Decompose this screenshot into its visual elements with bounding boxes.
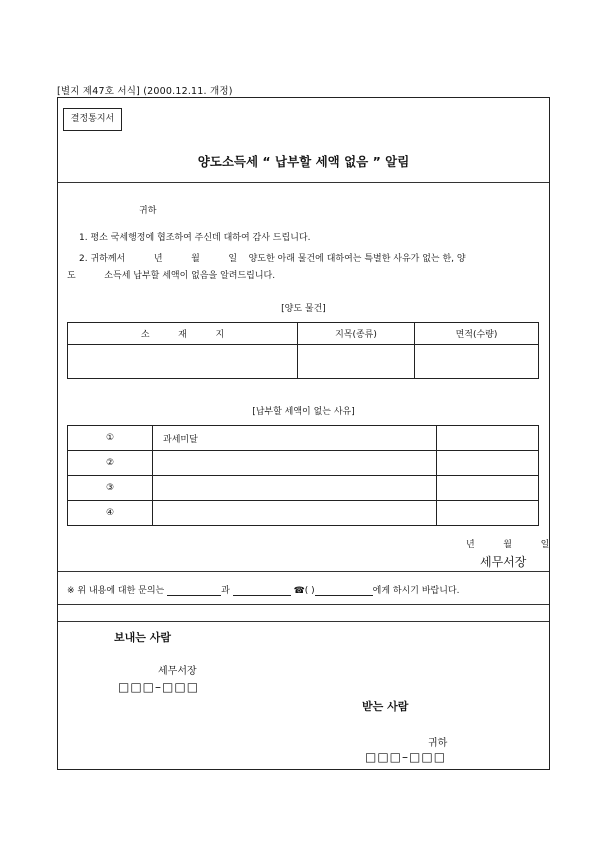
reason-note-cell[interactable] [437,451,539,476]
reason-row [68,501,539,526]
reasons-table [67,425,539,526]
divider-inquiry-bottom [58,604,549,605]
reason-text: 과세미달 [153,426,437,451]
sender-label: 보내는 사람 [114,631,171,644]
reason-note-cell[interactable] [437,476,539,501]
receiver-suffix: 귀하 [428,738,448,749]
divider-inquiry-top [58,571,549,572]
divider-address [58,621,549,622]
land-category-cell[interactable] [298,345,415,379]
reason-row [68,476,539,501]
receiver-postal-code[interactable]: □□□–□□□ [365,750,447,764]
property-table [67,322,539,379]
area-cell[interactable] [415,345,539,379]
inquiry-prefix: ※ 위 내용에 대한 문의는 [67,586,165,596]
form-header: [별지 제47호 서식] (2000.12.11. 개정) [57,86,233,97]
reason-note-cell[interactable] [437,426,539,451]
divider-title [58,182,549,183]
reason-text[interactable] [153,501,437,526]
recipient-suffix: 귀하 [139,206,157,216]
paragraph-2-line-2: 도 소득세 납부할 세액이 없음을 알려드립니다. [67,271,276,281]
reason-text[interactable] [153,476,437,501]
decision-notice-stamp: 결정통지서 [63,108,122,131]
column-area: 면적(수량) [415,323,539,345]
reason-number: ① [68,426,153,451]
reason-row [68,426,539,451]
column-location: 소 재 지 [68,323,298,345]
reason-text[interactable] [153,451,437,476]
column-land-category: 지목(종류) [298,323,415,345]
sender-postal-code[interactable]: □□□–□□□ [118,680,200,694]
phone-label: ☎( ) [293,586,315,596]
reason-row [68,451,539,476]
property-heading: [양도 물건] [281,304,326,314]
property-entry-row [68,345,539,379]
reason-note-cell[interactable] [437,501,539,526]
location-cell[interactable] [68,345,298,379]
inquiry-line [67,583,460,596]
document-title: 양도소득세 “ 납부할 세액 없음 ” 알림 [197,154,410,169]
tax-office-head: 세무서장 [480,555,527,569]
reasons-heading: [납부할 세액이 없는 사유] [252,407,355,417]
inquiry-suffix: 에게 하시기 바랍니다. [372,586,460,596]
reason-number: ④ [68,501,153,526]
department-blank[interactable] [167,585,221,596]
sender-name: 세무서장 [158,666,197,677]
reason-number: ③ [68,476,153,501]
paragraph-1: 1. 평소 국세행정에 협조하여 주신데 대하여 감사 드립니다. [79,233,311,243]
property-header-row [68,323,539,345]
reason-number: ② [68,451,153,476]
contact-name-blank[interactable] [233,585,291,596]
receiver-label: 받는 사람 [362,700,409,713]
paragraph-2-line-1: 2. 귀하께서 년 월 일 양도한 아래 물건에 대하여는 특별한 사유가 없는 한, 양 [79,254,466,264]
phone-blank[interactable] [315,585,373,596]
inquiry-mid: 과 [221,586,230,596]
issue-date: 년 월 일 [466,540,550,550]
